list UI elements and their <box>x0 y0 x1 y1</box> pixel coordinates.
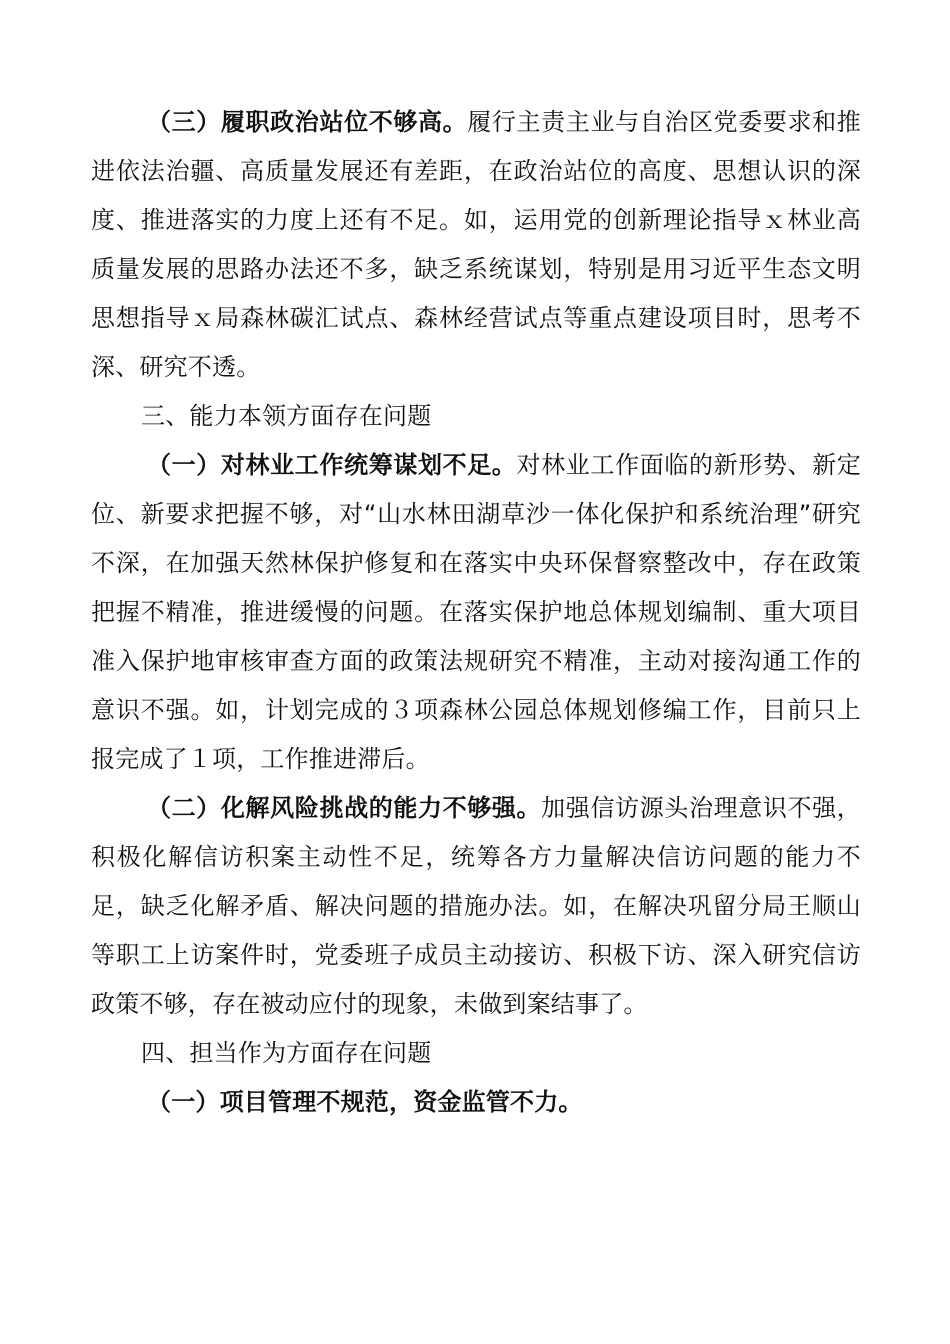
paragraph-project-management <box>91 1078 861 1127</box>
document-body <box>91 98 861 1127</box>
paragraph-lead: （一）对林业工作统筹谋划不足。 <box>147 451 517 479</box>
paragraph-forestry-planning <box>91 441 861 784</box>
paragraph-text: 对林业工作面临的新形势、新定位、新要求把握不够，对“山水林田湖草沙一体化保护和系统治理”研究不深，在加强天然林保护修复和在落实中央环保督察整改中，存在政策把握不精准，推进缓慢的问题。在落实保护地总体规划编制、重大项目准入保护地审核审查方面的政策法规研究不精准，主动对接沟通工作的意识不强。如，计划完成的３项森林公园总体规划修编工作，目前只上报完成了１项，工作推进滞后。 <box>91 451 861 773</box>
paragraph-political-standing <box>91 98 861 392</box>
paragraph-risk-resolution <box>91 784 861 1029</box>
paragraph-text: 履行主责主业与自治区党委要求和推进依法治疆、高质量发展还有差距，在政治站位的高度、思想认识的深度、推进落实的力度上还有不足。如，运用党的创新理论指导ｘ林业高质量发展的思路办法还不多，缺乏系统谋划，特别是用习近平生态文明思想指导ｘ局森林碳汇试点、森林经营试点等重点建设项目时，思考不深、研究不透。 <box>91 108 861 381</box>
section-heading-responsibility: 四、担当作为方面存在问题 <box>141 1039 432 1067</box>
paragraph-lead: （二）化解风险挑战的能力不够强。 <box>147 794 542 822</box>
paragraph-lead: （一）项目管理不规范，资金监管不力。 <box>147 1088 583 1116</box>
section-heading-ability: 三、能力本领方面存在问题 <box>141 402 432 430</box>
paragraph-lead: （三）履职政治站位不够高。 <box>147 108 468 136</box>
paragraph-text: 加强信访源头治理意识不强，积极化解信访积案主动性不足，统筹各方力量解决信访问题的能力不足，缺乏化解矛盾、解决问题的措施办法。如，在解决巩留分局王顺山等职工上访案件时，党委班子成员主动接访、积极下访、深入研究信访政策不够，存在被动应付的现象，未做到案结事了。 <box>91 794 861 1018</box>
